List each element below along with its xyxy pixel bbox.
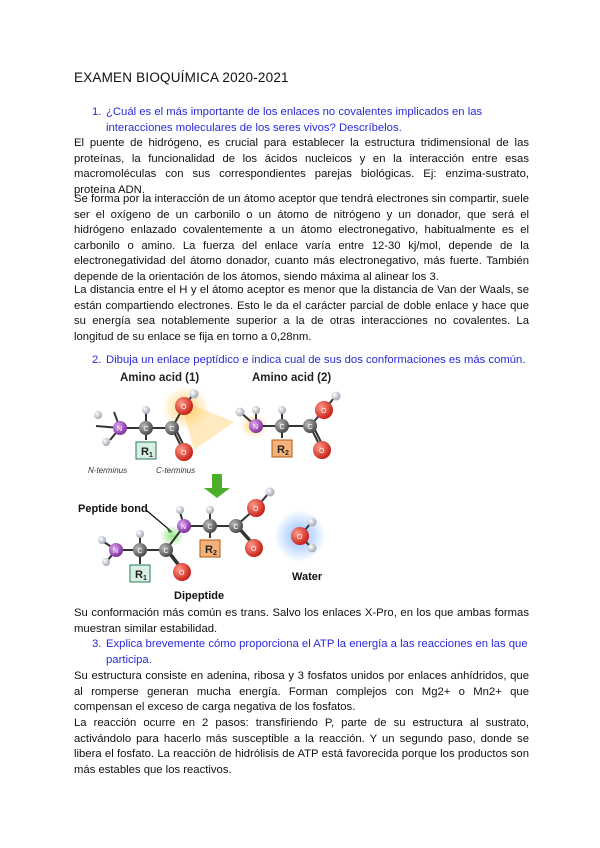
dipeptide-r1-label: R1: [135, 569, 147, 582]
atom-label: O: [181, 450, 187, 457]
question-3-text: Explica brevemente cómo proporciona el ATP la energía a las reacciones en las que participa.: [106, 638, 528, 666]
amino-acid-2-label: Amino acid (2): [252, 372, 332, 384]
reaction-arrow: [204, 474, 230, 498]
hydrogen-atom: [332, 392, 341, 401]
hydrogen-atom: [102, 438, 110, 446]
atom-label: C: [207, 524, 213, 531]
hydrogen-atom: [190, 390, 199, 399]
answer-2: Su conformación más común es trans. Salvo los enlaces X-Pro, en los que ambas formas muestran similar estabilidad.: [74, 607, 529, 635]
atom-label: C: [143, 426, 149, 433]
question-3: [74, 637, 529, 668]
question-1-text: ¿Cuál es el más importante de los enlaces no covalentes implicados en las interacciones moleculares de los seres vivos? Descríbelos.: [106, 106, 483, 134]
question-2: [74, 353, 529, 369]
answer-1-paragraph-1: El puente de hidrógeno, es crucial para establecer la estructura tridimensional de las proteínas, la funcionalidad de los ácidos nucleicos y en la interacción entre esas macromoléculas con sus correspondientes parejas biológicas. Ej: enzima-sustrato, proteína ADN.: [74, 137, 529, 196]
water-hydrogen-atom: [308, 544, 317, 553]
atom-label: N: [253, 424, 259, 431]
hydrogen-atom: [142, 406, 150, 414]
atom-label: O: [181, 404, 187, 411]
amino-acid-1-label: Amino acid (1): [120, 372, 200, 384]
question-2-text: Dibuja un enlace peptídico e indica cual de sus dos conformaciones es más común.: [106, 354, 526, 366]
atom-label: C: [233, 524, 239, 531]
atom-label: C: [163, 548, 169, 555]
question-2-number: 2.: [92, 354, 102, 366]
atom-label: O: [321, 408, 327, 415]
atom-label: N: [181, 524, 187, 531]
atom-label: C: [169, 426, 175, 433]
atom-label: C: [279, 424, 285, 431]
answer-3-paragraph-1: Su estructura consiste en adenina, ribosa y 3 fosfatos unidos por enlaces anhídridos, que al romperse generan mucha energía. Forman complejos con Mg2+ o Mn2+ que compensan el exceso de carga negativa de los fosfatos.: [74, 670, 529, 714]
r2-label: R2: [277, 444, 289, 457]
question-3-number: 3.: [92, 638, 102, 650]
document-title: EXAMEN BIOQUÍMICA 2020-2021: [74, 70, 289, 85]
dipeptide-atoms: [98, 488, 275, 582]
atom-label: O: [251, 546, 257, 553]
atom-label: O: [319, 448, 325, 455]
hydrogen-atom: [94, 411, 102, 419]
hydrogen-atom: [98, 536, 106, 544]
answer-1-paragraph-3: La distancia entre el H y el átomo aceptor es menor que la distancia de Van der Waals, se están compartiendo electrones. Esto le da el carácter parcial de doble enlace y hace que su energía sea notablemente superior a la de otras interacciones no covalentes. La longitud de su enlace se fija en torno a 0,28nm.: [74, 284, 529, 343]
question-1: [74, 105, 529, 136]
peptide-bond-figure: [74, 370, 534, 602]
answer-3-paragraph-2: La reacción ocurre en 2 pasos: transfiriendo P, parte de su estructura al sustrato, activándolo para hacerlo más susceptible a la reacción. Y un segundo paso, donde se libera el fosfato. La reacción de hidrólisis de ATP está favorecida porque los productos son más estables que los reactivos.: [74, 717, 529, 776]
hydrogen-atom: [102, 558, 110, 566]
c-terminus-label: C-terminus: [156, 466, 196, 475]
question-1-number: 1.: [92, 106, 102, 118]
hydrogen-atom: [266, 488, 275, 497]
n-terminus-label: N-terminus: [88, 466, 128, 475]
atom-label: O: [253, 506, 259, 513]
peptide-bond-diagram: [74, 370, 534, 602]
hydrogen-atom: [278, 406, 286, 414]
atom-label: O: [179, 570, 185, 577]
atom-label: N: [117, 426, 123, 433]
hydrogen-atom: [252, 406, 260, 414]
r1-label: R1: [141, 446, 153, 459]
hydrogen-atom: [236, 408, 245, 417]
water-hydrogen-atom: [308, 518, 317, 527]
hydrogen-atom: [206, 506, 214, 514]
dipeptide-r2-label: R2: [205, 544, 217, 557]
hydrogen-atom: [176, 506, 184, 514]
atom-label: N: [113, 548, 119, 555]
atom-label: C: [137, 548, 143, 555]
atom-label: C: [307, 424, 313, 431]
atom-label: O: [297, 534, 303, 541]
water-label: Water: [292, 571, 323, 583]
hydrogen-atom: [136, 530, 144, 538]
dipeptide-label: Dipeptide: [174, 590, 225, 602]
answer-1-paragraph-2: Se forma por la interacción de un átomo aceptor que tendrá electrones sin compartir, suele ser el oxígeno de un carbonilo o un átomo de nitrógeno y un donador, que será el hidrógeno enlazado covalentemente a un átomo electronegativo, habitualmente es el carbonilo o amino. La fuerza del enlace varía entre 12-30 kj/mol, depende de la electronegatividad del átomo donador, cuanto más electronegativo, más fuerte. También depende de la orientación de los átomos, siendo máxima al alinear los 3.: [74, 193, 529, 283]
peptide-bond-label: Peptide bond: [78, 503, 148, 515]
